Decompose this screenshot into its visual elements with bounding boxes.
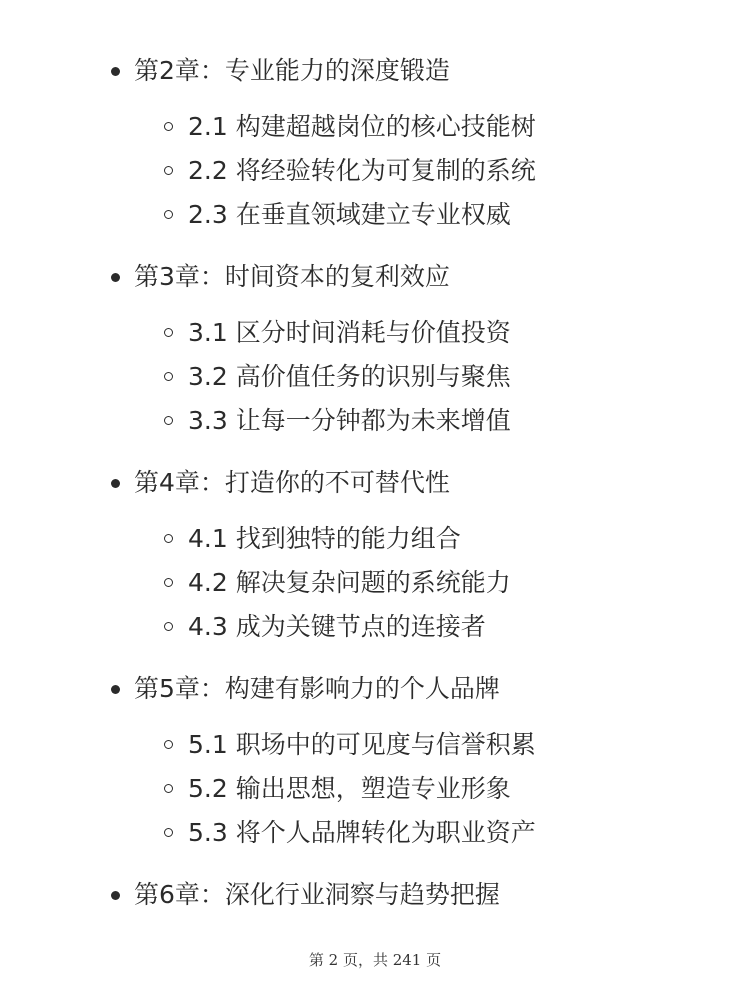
bullet-icon xyxy=(111,685,120,694)
circle-bullet-icon xyxy=(164,534,173,543)
chapter-item xyxy=(108,461,728,649)
section-item xyxy=(134,355,728,399)
section-list xyxy=(134,517,728,649)
section-title: 2.2 将经验转化为可复制的系统 xyxy=(188,156,536,185)
chapter-item xyxy=(108,667,728,855)
section-list xyxy=(134,723,728,855)
page-number-footer: 第 2 页，共 241 页 xyxy=(308,951,442,969)
section-item xyxy=(134,767,728,811)
section-title: 3.2 高价值任务的识别与聚焦 xyxy=(188,362,511,391)
section-title: 5.3 将个人品牌转化为职业资产 xyxy=(188,818,536,847)
chapter-title: 第2章：专业能力的深度锻造 xyxy=(134,56,450,85)
section-title: 2.3 在垂直领域建立专业权威 xyxy=(188,200,511,229)
section-item xyxy=(134,193,728,237)
circle-bullet-icon xyxy=(164,578,173,587)
chapter-item xyxy=(108,49,728,237)
chapter-title: 第4章：打造你的不可替代性 xyxy=(134,468,450,497)
section-title: 4.2 解决复杂问题的系统能力 xyxy=(188,568,511,597)
circle-bullet-icon xyxy=(164,166,173,175)
section-title: 4.1 找到独特的能力组合 xyxy=(188,524,461,553)
section-item xyxy=(134,811,728,855)
section-item xyxy=(134,399,728,443)
circle-bullet-icon xyxy=(164,828,173,837)
circle-bullet-icon xyxy=(164,210,173,219)
section-item xyxy=(134,311,728,355)
section-title: 5.1 职场中的可见度与信誉积累 xyxy=(188,730,536,759)
chapter-item xyxy=(108,873,728,917)
section-item xyxy=(134,561,728,605)
chapter-title: 第6章：深化行业洞察与趋势把握 xyxy=(134,880,500,909)
circle-bullet-icon xyxy=(164,328,173,337)
circle-bullet-icon xyxy=(164,416,173,425)
bullet-icon xyxy=(111,891,120,900)
section-item xyxy=(134,149,728,193)
circle-bullet-icon xyxy=(164,740,173,749)
section-title: 4.3 成为关键节点的连接者 xyxy=(188,612,486,641)
section-item xyxy=(134,517,728,561)
section-title: 5.2 输出思想，塑造专业形象 xyxy=(188,774,511,803)
section-title: 2.1 构建超越岗位的核心技能树 xyxy=(188,112,536,141)
chapter-item xyxy=(108,255,728,443)
circle-bullet-icon xyxy=(164,784,173,793)
bullet-icon xyxy=(111,273,120,282)
section-title: 3.1 区分时间消耗与价值投资 xyxy=(188,318,511,347)
section-title: 3.3 让每一分钟都为未来增值 xyxy=(188,406,511,435)
table-of-contents xyxy=(108,49,728,935)
circle-bullet-icon xyxy=(164,122,173,131)
section-item xyxy=(134,105,728,149)
circle-bullet-icon xyxy=(164,372,173,381)
chapter-title: 第3章：时间资本的复利效应 xyxy=(134,262,450,291)
chapter-title: 第5章：构建有影响力的个人品牌 xyxy=(134,674,500,703)
section-item xyxy=(134,723,728,767)
section-item xyxy=(134,605,728,649)
circle-bullet-icon xyxy=(164,622,173,631)
bullet-icon xyxy=(111,479,120,488)
bullet-icon xyxy=(111,67,120,76)
section-list xyxy=(134,105,728,237)
section-list xyxy=(134,311,728,443)
